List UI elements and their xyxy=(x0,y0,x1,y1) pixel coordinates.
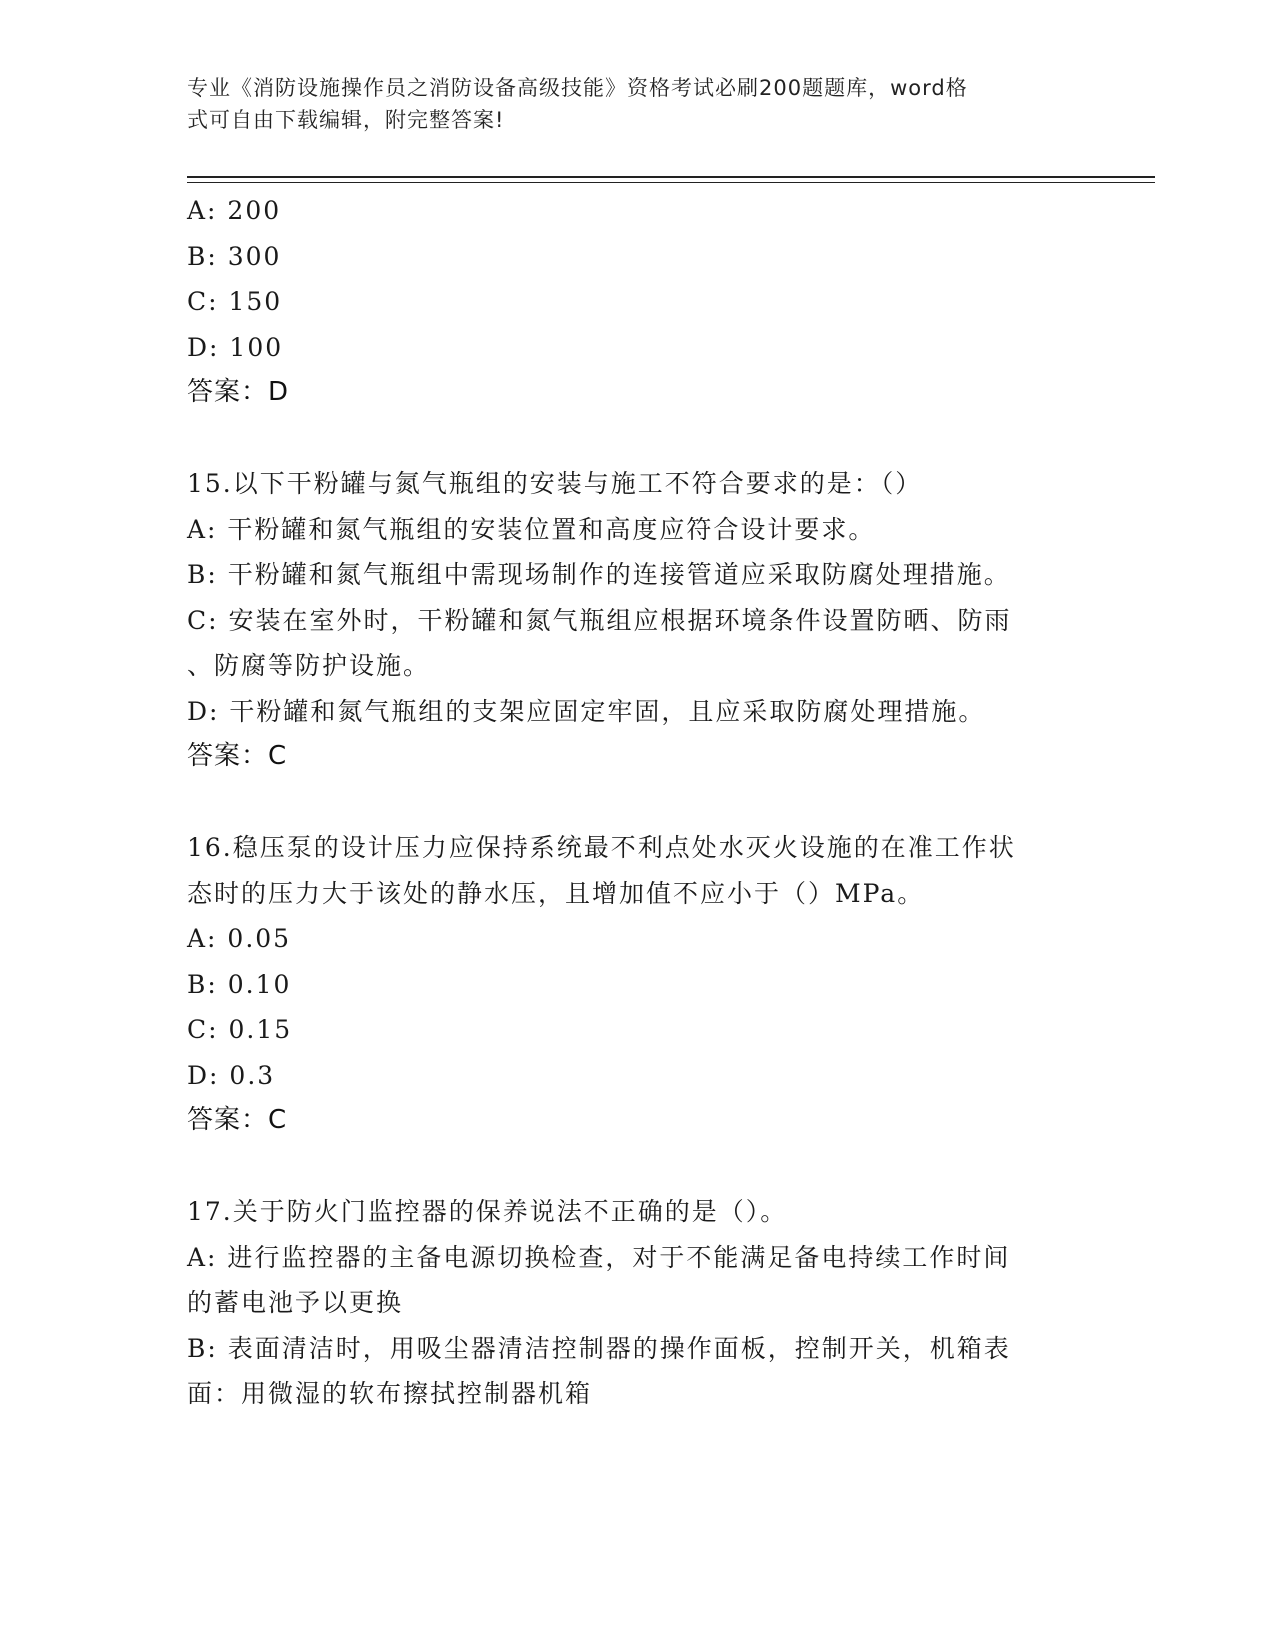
question-15 xyxy=(187,461,1067,780)
option-c-continued: 、防腐等防护设施。 xyxy=(187,651,431,680)
answer-label: 答案：C xyxy=(187,1105,288,1135)
option-c: C: 安装在室外时，干粉罐和氮气瓶组应根据环境条件设置防晒、防雨 xyxy=(187,605,1012,635)
option-c: C: 0.15 xyxy=(187,1015,293,1044)
answer-label: 答案：C xyxy=(187,741,288,771)
question-stem-continued: 态时的压力大于该处的静水压，且增加值不应小于（）MPa。 xyxy=(187,878,925,908)
header-divider-thin xyxy=(187,182,1155,183)
option-a: A: 进行监控器的主备电源切换检查，对于不能满足备电持续工作时间 xyxy=(187,1242,1011,1272)
question-stem: 15.以下干粉罐与氮气瓶组的安装与施工不符合要求的是：（） xyxy=(187,469,923,498)
option-a: A: 0.05 xyxy=(187,924,292,953)
question-16 xyxy=(187,825,1067,1144)
option-a: A: 干粉罐和氮气瓶组的安装位置和高度应符合设计要求。 xyxy=(187,514,876,544)
option-b: B: 0.10 xyxy=(187,969,292,999)
document-header xyxy=(187,72,1067,136)
option-b-continued: 面：用微湿的软布擦拭控制器机箱 xyxy=(187,1379,593,1408)
option-d: D: 100 xyxy=(187,332,284,362)
question-14 xyxy=(187,188,1067,416)
answer-label: 答案：D xyxy=(187,377,290,407)
option-a: A: 200 xyxy=(187,196,282,225)
option-d: D: 0.3 xyxy=(187,1060,276,1090)
option-a-continued: 的蓄电池予以更换 xyxy=(187,1288,404,1317)
question-stem: 17.关于防火门监控器的保养说法不正确的是（）。 xyxy=(187,1197,788,1226)
option-d: D: 干粉罐和氮气瓶组的支架应固定牢固，且应采取防腐处理措施。 xyxy=(187,696,986,726)
option-c: C: 150 xyxy=(187,287,283,316)
question-stem: 16.稳压泵的设计压力应保持系统最不利点处水灭火设施的在准工作状 xyxy=(187,833,1016,862)
header-divider-thick xyxy=(187,176,1155,178)
spacer xyxy=(187,1144,1067,1190)
spacer xyxy=(187,416,1067,462)
spacer xyxy=(187,780,1067,826)
header-line-1: 专业《消防设施操作员之消防设备高级技能》资格考试必刷200题题库，word格 xyxy=(187,76,968,100)
question-content xyxy=(187,188,1067,1417)
option-b: B: 300 xyxy=(187,241,282,271)
option-b: B: 干粉罐和氮气瓶组中需现场制作的连接管道应采取防腐处理措施。 xyxy=(187,560,1011,589)
question-17 xyxy=(187,1189,1067,1417)
header-line-2: 式可自由下载编辑，附完整答案! xyxy=(187,108,505,132)
option-b: B: 表面清洁时，用吸尘器清洁控制器的操作面板，控制开关，机箱表 xyxy=(187,1333,1011,1363)
